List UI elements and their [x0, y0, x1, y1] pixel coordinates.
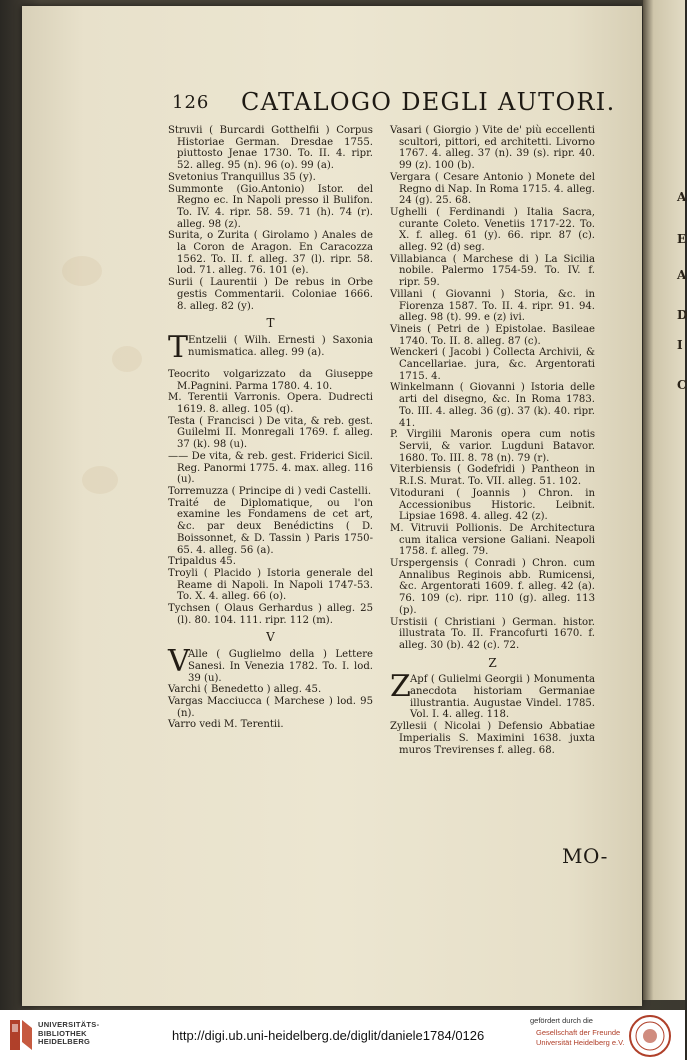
catalog-entry: Traité de Diplomatique, ou l'on examine les Fondamens de cet art, &c. par deux Benédictins ( D. Boissonnet, & D. Tassin ) Paris 1750-65. 4. alleg. 56 (a).: [168, 497, 373, 556]
sponsor-name-line: Universität Heidelberg e.V.: [536, 1037, 625, 1047]
catalog-entry: Tripaldus 45.: [168, 556, 236, 568]
paper-stain: [62, 256, 102, 286]
catalog-entry: Surii ( Laurentii ) De rebus in Orbe gestis Commentarii. Coloniae 1666. 8. alleg. 82 (y).: [168, 277, 373, 312]
catalog-entry: Troyli ( Placido ) Istoria generale del Reame di Napoli. In Napoli 1747-53. To. X. 4. alleg. 66 (o).: [168, 567, 373, 603]
section-letter: T: [266, 316, 275, 331]
next-page-letter: C: [677, 378, 687, 392]
catchword: MO-: [562, 844, 608, 868]
catalog-entry: Vergara ( Cesare Antonio ) Monete del Regno di Nap. In Roma 1715. 4. alleg. 24 (g). 25. 68.: [390, 171, 595, 207]
sponsor-name: [536, 1028, 625, 1047]
permalink-url[interactable]: http://digi.ub.uni-heidelberg.de/diglit/daniele1784/0126: [172, 1028, 485, 1043]
paper-stain: [82, 466, 118, 494]
catalog-entry: Urstisii ( Christiani ) German. histor. illustrata To. II. Francofurti 1670. f. alleg. 30 (b). 42 (c). 72.: [390, 616, 595, 651]
catalog-entry: Svetonius Tranquillus 35 (y).: [168, 171, 316, 183]
university-seal-icon: [628, 1014, 672, 1058]
catalog-entry: Wenckeri ( Jacobi ) Collecta Archivii, & Cancellariae. jura, &c. Argentorati 1715. 4.: [390, 347, 595, 382]
catalog-entry: —— De vita, & reb. gest. Friderici Sicil. Reg. Panormi 1775. 4. max. alleg. 116 (u).: [168, 450, 373, 486]
catalog-entry: Viterbiensis ( Godefridi ) Pantheon in R.I.S. Murat. To. VII. alleg. 51. 102.: [390, 464, 595, 488]
drop-cap: Z: [390, 669, 411, 705]
section-letter: V: [266, 630, 275, 645]
library-name-line: UNIVERSITÄTS-: [38, 1020, 100, 1029]
running-title: CATALOGO DEGLI AUTORI.: [241, 88, 616, 116]
left-column: [168, 125, 373, 731]
catalog-entry: Ughelli ( Ferdinandi ) Italia Sacra, curante Coleto. Venetiis 1717-22. To. X. f. alleg. 61 (y). 66. ripr. 87 (c). alleg. 92 (d) seg.: [390, 206, 595, 254]
catalog-entry: Testa ( Francisci ) De vita, & reb. gest. Guilelmi II. Monregali 1769. f. alleg. 37 (k). 98 (u).: [168, 415, 373, 451]
sponsor-name-line: Gesellschaft der Freunde: [536, 1028, 621, 1037]
next-page-letter: E: [677, 232, 687, 246]
drop-cap: V: [168, 644, 190, 680]
sponsor-label: gefördert durch die: [530, 1016, 593, 1025]
next-page-letter: A: [677, 190, 687, 204]
catalog-entry: Teocrito volgarizzato da Giuseppe M.Pagnini. Parma 1780. 4. 10.: [168, 368, 373, 392]
library-name-line: HEIDELBERG: [38, 1037, 91, 1046]
right-column: [390, 125, 595, 756]
library-name-line: BIBLIOTHEK: [38, 1028, 87, 1038]
catalog-entry: Zyllesii ( Nicolai ) Defensio Abbatiae Imperialis S. Maximini 1638. juxta muros Trevirenses f. alleg. 68.: [390, 721, 595, 756]
catalog-entry-text: Apf ( Gulielmi Georgii ) Monumenta anecdota historiam Germaniae illustrantia. Augustae Vindel. 1785. Vol. I. 4. alleg. 118.: [410, 674, 595, 721]
catalog-entry: Villabianca ( Marchese di ) La Sicilia nobile. Palermo 1754-59. To. IV. f. ripr. 59.: [390, 253, 595, 289]
catalog-entry: M. Terentii Varronis. Opera. Dudrecti 1619. 8. alleg. 105 (q).: [168, 392, 373, 416]
catalog-entry: Varro vedi M. Terentii.: [168, 719, 284, 731]
catalog-entry: Struvii ( Burcardi Gotthelfii ) Corpus Historiae German. Dresdae 1755. piuttosto Jenae 1730. To. II. 4. ripr. 52. alleg. 95 (n). 96 (o). 99 (a).: [168, 125, 373, 172]
library-logo-icon: [8, 1018, 34, 1052]
catalog-entry: Vargas Macciucca ( Marchese ) lod. 95 (n).: [168, 695, 373, 719]
next-page-letter: D: [677, 308, 687, 322]
catalog-entry: Varchi ( Benedetto ) alleg. 45.: [168, 684, 322, 696]
catalog-entry-text: Alle ( Guglielmo della ) Lettere Sanesi. In Venezia 1782. To. I. lod. 39 (u).: [188, 649, 373, 684]
catalog-entry-dropcap: [168, 644, 373, 684]
catalog-entry: Vineis ( Petri de ) Epistolae. Basileae 1740. To. II. 8. alleg. 87 (c).: [390, 323, 595, 347]
catalog-entry: Urspergensis ( Conradi ) Chron. cum Annalibus Reginois abb. Rumicensi, &c. Argentorati 1609. f. alleg. 42 (a). 76. 109 (c). ripr. 110 (g). alleg. 113 (p).: [390, 558, 595, 616]
page-number: 126: [172, 92, 210, 113]
catalog-entry-dropcap: [168, 329, 373, 369]
catalog-entry: Vasari ( Giorgio ) Vite de' più eccellenti scultori, pittori, ed architetti. Livorno 1767. 4. alleg. 37 (n). 39 (s). ripr. 40. 99 (z). 100 (b).: [390, 125, 595, 172]
library-name: [38, 1021, 99, 1047]
catalog-entry: M. Vitruvii Pollionis. De Architectura cum italica versione Galiani. Neapoli 1758. f. alleg. 79.: [390, 522, 595, 558]
catalog-entry: Summonte (Gio.Antonio) Istor. del Regno ec. In Napoli presso il Bulifon. To. IV. 4. ripr. 58. 59. 71 (h). 74 (r). alleg. 98 (z).: [168, 183, 373, 230]
catalog-entry: Surita, o Zurita ( Girolamo ) Anales de la Coron de Aragon. En Caracozza 1562. To. II. f. alleg. 37 (l). ripr. 58. lod. 71. alleg. 76. 101 (e).: [168, 230, 373, 277]
catalog-entry: Tychsen ( Olaus Gerhardus ) alleg. 25 (l). 80. 104. 111. ripr. 112 (m).: [168, 603, 373, 626]
next-page-edge: [643, 0, 685, 1000]
catalog-entry: Winkelmann ( Giovanni ) Istoria delle arti del disegno, &c. In Roma 1783. To. III. 4. alleg. 36 (g). 37 (k). 40. ripr. 41.: [390, 382, 595, 429]
catalog-entry-text: Entzelii ( Wilh. Ernesti ) Saxonia numismatica. alleg. 99 (a).: [188, 334, 373, 358]
catalog-entry: Villani ( Giovanni ) Storia, &c. in Fiorenza 1587. To. II. 4. ripr. 91. 94. alleg. 98 (t). 99. e (z) ivi.: [390, 288, 595, 324]
catalog-entry: P. Virgilii Maronis opera cum notis Servii, & varior. Lugduni Batavor. 1680. To. III. 8. 78 (n). 79 (r).: [390, 429, 595, 464]
footer-bar: [0, 1010, 685, 1060]
paper-stain: [112, 346, 142, 372]
catalog-entry: Torremuzza ( Principe di ) vedi Castelli.: [168, 485, 372, 497]
drop-cap: T: [168, 329, 189, 365]
catalog-entry: Vitodurani ( Joannis ) Chron. in Accessionibus Historic. Leibnit. Lipsiae 1698. 4. alleg. 42 (z).: [390, 487, 595, 523]
next-page-letter: I: [677, 338, 683, 352]
catalog-entry-dropcap: [390, 669, 595, 721]
next-page-letter: A: [677, 268, 687, 282]
section-letter: Z: [488, 655, 497, 670]
